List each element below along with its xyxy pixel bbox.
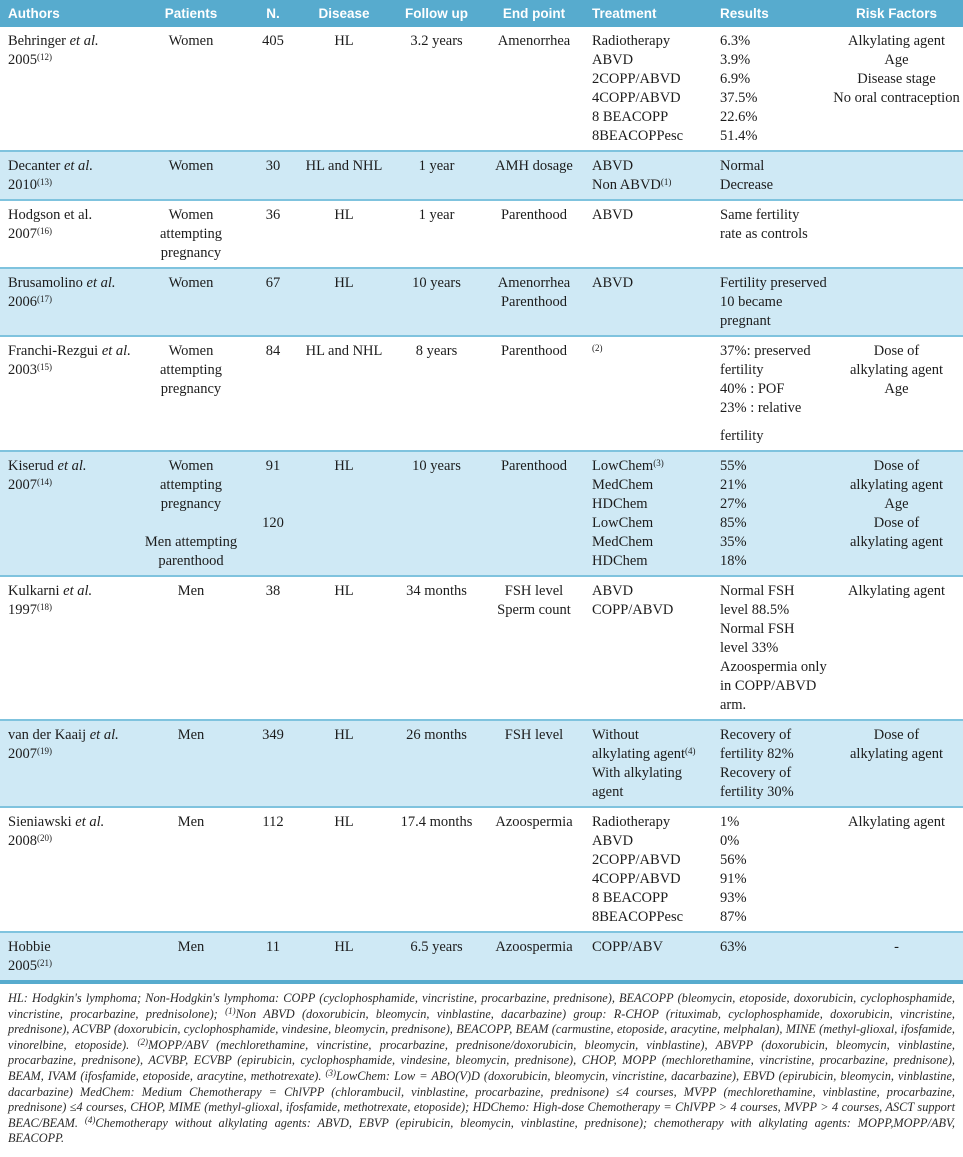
text-line: (2)	[592, 343, 603, 353]
text-line: ABVD	[592, 158, 634, 174]
cell-n	[247, 337, 299, 450]
cell-risk	[830, 577, 963, 719]
text-line: alkylating agent	[849, 362, 943, 378]
text-line: rate as controls	[720, 226, 808, 242]
text-line: 21%	[720, 477, 747, 493]
cell-disease	[299, 337, 389, 450]
cell-treatment	[584, 27, 712, 150]
text-line: Alkylating agent	[847, 814, 946, 830]
table-row	[0, 150, 963, 199]
text-line: MedChem	[592, 534, 654, 550]
text-line: 30	[265, 158, 281, 174]
text-line: COPP/ABV	[592, 939, 663, 955]
text-line: FSH level	[504, 727, 564, 743]
text-line: Men	[177, 814, 205, 830]
cell-n	[247, 577, 299, 719]
cell-author	[0, 808, 135, 931]
cell-author	[0, 152, 135, 199]
table-body	[0, 27, 963, 980]
text-line: 1%	[720, 814, 740, 830]
cell-risk	[830, 201, 963, 267]
col-header-risk-factors: Risk Factors	[855, 6, 938, 21]
text-line: pregnancy	[160, 245, 222, 261]
text-line: 56%	[720, 852, 747, 868]
cell-risk	[830, 27, 963, 150]
author-name: Behringer et al.	[8, 33, 99, 49]
text-line: 40% : POF	[720, 381, 785, 397]
text-line: ABVD	[592, 52, 634, 68]
cell-followup	[389, 337, 484, 450]
text-line: Women	[168, 158, 214, 174]
cell-n	[247, 269, 299, 335]
table-row	[0, 450, 963, 575]
table-row	[0, 931, 963, 980]
cell-author	[0, 933, 135, 980]
table-row	[0, 575, 963, 719]
text-line: Fertility preserved	[720, 275, 827, 291]
cell-patients	[135, 269, 247, 335]
text-line: Men	[177, 583, 205, 599]
text-line: 23% : relative	[720, 400, 802, 416]
text-line: Dose of	[873, 727, 920, 743]
text-line: fertility 30%	[720, 784, 794, 800]
author-name: van der Kaaij et al.	[8, 727, 119, 743]
cell-treatment	[584, 337, 712, 450]
text-line: Azoospermia only	[720, 659, 827, 675]
author-name: Brusamolino et al.	[8, 275, 116, 291]
table-row	[0, 199, 963, 267]
cell-patients	[135, 933, 247, 980]
text-line: Normal FSH	[720, 621, 795, 637]
cell-risk	[830, 721, 963, 806]
cell-followup	[389, 577, 484, 719]
author-name: Sieniawski et al.	[8, 814, 105, 830]
text-line: 2COPP/ABVD	[592, 852, 681, 868]
cell-followup	[389, 201, 484, 267]
text-line: Age	[884, 381, 909, 397]
cell-author	[0, 721, 135, 806]
text-line: 405	[262, 33, 284, 49]
text-line: parenthood	[158, 553, 224, 569]
text-line: 112	[262, 814, 284, 830]
cell-disease	[299, 27, 389, 150]
text-line: COPP/ABVD	[592, 602, 674, 618]
text-line: FSH level	[504, 583, 564, 599]
cell-disease	[299, 933, 389, 980]
cell-results	[712, 452, 830, 575]
cell-endpoint	[484, 27, 584, 150]
text-line: 8 BEACOPP	[592, 890, 669, 906]
cell-treatment	[584, 201, 712, 267]
text-line: 120	[262, 515, 284, 531]
table-row	[0, 267, 963, 335]
text-line: 4COPP/ABVD	[592, 871, 681, 887]
text-line: 8BEACOPPesc	[592, 909, 684, 925]
text-line: LowChem$^{(3)}$	[592, 458, 664, 474]
author-year-ref: 2005$^{(21)}$	[8, 958, 52, 974]
text-line: 37%: preserved	[720, 343, 811, 359]
text-line: in COPP/ABVD arm.	[720, 678, 817, 713]
author-year-ref: 2008$^{(20)}$	[8, 833, 52, 849]
text-line: 6.9%	[720, 71, 751, 87]
text-line: fertility 82%	[720, 746, 794, 762]
text-line: With alkylating	[592, 765, 683, 781]
text-line: Parenthood	[500, 343, 568, 359]
cell-treatment	[584, 152, 712, 199]
text-line: fertility	[720, 428, 764, 444]
cell-endpoint	[484, 337, 584, 450]
cell-followup	[389, 933, 484, 980]
text-line: -	[894, 939, 899, 955]
cell-endpoint	[484, 808, 584, 931]
text-line: 17.4 months	[400, 814, 473, 830]
author-name: Decanter et al.	[8, 158, 93, 174]
cell-endpoint	[484, 577, 584, 719]
col-header-n: N.	[266, 6, 280, 21]
text-line	[250, 495, 296, 514]
text-line: 1 year	[418, 158, 455, 174]
cell-risk	[830, 452, 963, 575]
cell-author	[0, 577, 135, 719]
cell-n	[247, 27, 299, 150]
cell-results	[712, 721, 830, 806]
author-year-ref: 1997$^{(18)}$	[8, 602, 52, 618]
author-name: Kulkarni et al.	[8, 583, 93, 599]
text-line: 10 years	[412, 275, 461, 291]
text-line: alkylating agent	[849, 534, 943, 550]
text-line: Men attempting	[144, 534, 238, 550]
text-line: HL	[334, 33, 354, 49]
text-line: Decrease	[720, 177, 774, 193]
cell-endpoint	[484, 152, 584, 199]
text-line: Without	[592, 727, 639, 743]
text-line: Recovery of	[720, 765, 792, 781]
cell-followup	[389, 808, 484, 931]
text-line: 27%	[720, 496, 747, 512]
text-line: 1 year	[418, 207, 455, 223]
text-line: Parenthood	[500, 294, 568, 310]
text-line: HDChem	[592, 496, 648, 512]
text-line: HL	[334, 583, 354, 599]
text-line: 91%	[720, 871, 747, 887]
text-line: MedChem	[592, 477, 654, 493]
text-line: Women attempting	[159, 458, 222, 493]
text-line: 10 became pregnant	[720, 294, 783, 329]
text-line: 8 years	[415, 343, 458, 359]
text-line	[720, 418, 827, 427]
cell-patients	[135, 152, 247, 199]
text-line: Age	[884, 52, 909, 68]
cell-n	[247, 201, 299, 267]
text-line: Alkylating agent	[847, 583, 946, 599]
text-line: HL	[334, 939, 354, 955]
text-line: Amenorrhea	[497, 33, 571, 49]
cell-endpoint	[484, 269, 584, 335]
text-line: 6.5 years	[410, 939, 463, 955]
cell-followup	[389, 27, 484, 150]
text-line: Women	[168, 275, 214, 291]
cell-patients	[135, 577, 247, 719]
text-line: level 88.5%	[720, 602, 790, 618]
col-header-patients: Patients	[164, 6, 218, 21]
text-line: 51.4%	[720, 128, 758, 144]
cell-disease	[299, 452, 389, 575]
text-line: agent	[592, 784, 624, 800]
col-header-followup: Follow up	[405, 6, 468, 21]
cell-disease	[299, 721, 389, 806]
cell-results	[712, 933, 830, 980]
author-name: Franchi-Rezgui et al.	[8, 343, 131, 359]
text-line: ABVD	[592, 833, 634, 849]
cell-n	[247, 933, 299, 980]
text-line: ABVD	[592, 275, 634, 291]
text-line: Women	[168, 33, 214, 49]
author-year-ref: 2007$^{(16)}$	[8, 226, 52, 242]
text-line: Non ABVD$^{(1)}$	[592, 177, 672, 193]
text-line: Alkylating agent	[847, 33, 946, 49]
text-line: HL	[334, 727, 354, 743]
cell-risk	[830, 933, 963, 980]
author-year-ref: 2005$^{(12)}$	[8, 52, 52, 68]
text-line: Recovery of	[720, 727, 792, 743]
col-header-endpoint: End point	[502, 6, 566, 21]
text-line: Women	[168, 207, 214, 223]
table-row	[0, 806, 963, 931]
cell-author	[0, 337, 135, 450]
cell-results	[712, 577, 830, 719]
text-line: 38	[265, 583, 281, 599]
cell-treatment	[584, 452, 712, 575]
text-line: 8BEACOPPesc	[592, 128, 684, 144]
cell-author	[0, 269, 135, 335]
text-line: ABVD	[592, 207, 634, 223]
cell-endpoint	[484, 933, 584, 980]
text-line: Men	[177, 727, 205, 743]
text-line: 84	[265, 343, 281, 359]
cell-results	[712, 201, 830, 267]
cell-results	[712, 337, 830, 450]
text-line: 67	[265, 275, 281, 291]
text-line: 85%	[720, 515, 747, 531]
author-year-ref: 2007$^{(14)}$	[8, 477, 52, 493]
text-line: 55%	[720, 458, 747, 474]
text-line: 10 years	[412, 458, 461, 474]
text-line	[138, 514, 244, 533]
cell-endpoint	[484, 721, 584, 806]
footnotes	[0, 984, 963, 1157]
text-line: Dose of	[873, 515, 920, 531]
text-line: 91	[265, 458, 281, 474]
text-line: 36	[265, 207, 281, 223]
text-line: 4COPP/ABVD	[592, 90, 681, 106]
text-line: alkylating agent$^{(4)}$	[592, 746, 696, 762]
col-header-authors: Authors	[8, 6, 60, 21]
cell-author	[0, 201, 135, 267]
col-header-treatment: Treatment	[592, 6, 657, 21]
text-line: Disease stage	[857, 71, 936, 87]
cell-risk	[830, 152, 963, 199]
text-line: No oral contraception	[833, 90, 960, 106]
cell-treatment	[584, 577, 712, 719]
text-line: Age	[884, 496, 909, 512]
cell-treatment	[584, 808, 712, 931]
text-line: AMH dosage	[495, 158, 573, 174]
text-line: 35%	[720, 534, 747, 550]
text-line: 2COPP/ABVD	[592, 71, 681, 87]
text-line: Dose of	[873, 343, 920, 359]
text-line: 26 months	[406, 727, 467, 743]
cell-patients	[135, 452, 247, 575]
text-line: HL and NHL	[305, 343, 383, 359]
text-line: Men	[177, 939, 205, 955]
cell-patients	[135, 337, 247, 450]
cell-patients	[135, 808, 247, 931]
cell-disease	[299, 808, 389, 931]
cell-results	[712, 808, 830, 931]
cell-disease	[299, 577, 389, 719]
cell-patients	[135, 201, 247, 267]
text-line: 3.2 years	[410, 33, 463, 49]
author-year-ref: 2007$^{(19)}$	[8, 746, 52, 762]
text-line: Amenorrhea	[497, 275, 571, 291]
text-line: 349	[262, 727, 284, 743]
cell-n	[247, 808, 299, 931]
text-line: 0%	[720, 833, 740, 849]
table-header	[0, 0, 963, 27]
cell-n	[247, 452, 299, 575]
cell-results	[712, 27, 830, 150]
text-line: Parenthood	[500, 458, 568, 474]
text-line: pregnancy	[160, 381, 222, 397]
text-line: Radiotherapy	[592, 33, 671, 49]
text-line: 93%	[720, 890, 747, 906]
text-line: Radiotherapy	[592, 814, 671, 830]
cell-risk	[830, 337, 963, 450]
text-line: pregnancy	[160, 496, 222, 512]
author-name: Hodgson et al.	[8, 207, 93, 223]
text-line: HL	[334, 207, 354, 223]
cell-followup	[389, 721, 484, 806]
text-line	[250, 476, 296, 495]
text-line: alkylating agent	[849, 477, 943, 493]
text-line: Women	[168, 343, 214, 359]
text-line: 37.5%	[720, 90, 758, 106]
cell-treatment	[584, 933, 712, 980]
text-line: Normal FSH	[720, 583, 795, 599]
text-line: 22.6%	[720, 109, 758, 125]
cell-treatment	[584, 721, 712, 806]
text-line: HL and NHL	[305, 158, 383, 174]
text-line: attempting	[159, 362, 222, 378]
text-line: fertility	[720, 362, 764, 378]
cell-author	[0, 452, 135, 575]
footnotes-text: HL: Hodgkin's lymphoma; Non-Hodgkin's lymphoma: COPP (cyclophosphamide, vincristine, procarbazine, prednisone), BEACOPP (bleomycin, etoposide, doxorubicin, cyclophosphamide, vincristine, procarbazine, prednisolone); $^{(1)}$Non ABVD (doxorubicin, bleomycin, vinblastine, dacarbazine) group: R-CHOP (rituximab, cyclophosphamide, doxorubicin, vincristine, prednisone), ACVBP (doxorubicin, cyclophosphamide, vindesine, bleomycin, prednisone), BEACOPP, BEAM (carmustine, etoposide, aracytine, melphalan), MINE (methyl-glioxal, ifosfamide, vinorelbine, etoposide). $^{(2)}$MOPP/ABV (mechlorethamine, vincristine, procarbazine, prednisone/doxorubicin, bleomycin, vinblastine), ABVPP (doxorubicin, bleomycin, vinblastine, procarbazine, prednisone), ACVBP, ECVBP (epirubicin, cyclophosphamide, vindesine, bleomycin, prednisone), CHOP, MOPP (mechlorethamine, vincristine, procarbazine, prednisone), BEAM, IVAM (ifosfamide, etoposide, aracytine, methotrexate). $^{(3)}$LowChem: Low = ABO(V)D (doxorubicin, bleomycin, vincristine, dacarbazine), EBVD (epirubicin, bleomycin, vinblastine, dacarbazine) MedChem: Medium Chemotherapy = ChlVPP (chlorambucil, vinblastine, procarbazine, prednisone) ≤4 courses, MVPP (mechlorethamine, vinblastine, procarbazine, prednisone) ≤4 courses, CHOP, MIME (methyl-glioxal, ifosfamide, methotrexate, etoposide); HDChemo: High-dose Chemotherapy = ChlVPP > 4 courses, MVPP > 4 courses, ASCT support BEAC/BEAM. $^{(4)}$Chemotherapy without alkylating agents: ABVD, EBVP (epirubicin, bleomycin, vinblastine, prednisone); chemotherapy with alkylating agents: MOPP,MOPP/ABV, BEACOPP.	[8, 991, 955, 1146]
author-name: Kiserud et al.	[8, 458, 87, 474]
text-line: Azoospermia	[495, 939, 573, 955]
text-line: LowChem	[592, 515, 654, 531]
cell-disease	[299, 201, 389, 267]
author-year-ref: 2010$^{(13)}$	[8, 177, 52, 193]
table-row	[0, 719, 963, 806]
cell-endpoint	[484, 452, 584, 575]
cell-endpoint	[484, 201, 584, 267]
author-year-ref: 2006$^{(17)}$	[8, 294, 52, 310]
cell-followup	[389, 452, 484, 575]
text-line: Normal	[720, 158, 765, 174]
text-line: Sperm count	[497, 602, 571, 618]
cell-n	[247, 152, 299, 199]
text-line: HL	[334, 814, 354, 830]
col-header-results: Results	[720, 6, 769, 21]
table-row	[0, 27, 963, 150]
cell-results	[712, 269, 830, 335]
cell-patients	[135, 27, 247, 150]
cell-risk	[830, 269, 963, 335]
text-line: Same fertility	[720, 207, 800, 223]
cell-disease	[299, 152, 389, 199]
text-line: Azoospermia	[495, 814, 573, 830]
text-line: 18%	[720, 553, 747, 569]
cell-n	[247, 721, 299, 806]
cell-disease	[299, 269, 389, 335]
text-line: 11	[266, 939, 280, 955]
author-name: Hobbie	[8, 939, 51, 955]
text-line: 8 BEACOPP	[592, 109, 669, 125]
text-line: 63%	[720, 939, 747, 955]
text-line: 87%	[720, 909, 747, 925]
cell-followup	[389, 152, 484, 199]
text-line: 6.3%	[720, 33, 751, 49]
text-line: HDChem	[592, 553, 648, 569]
text-line: ABVD	[592, 583, 634, 599]
author-year-ref: 2003$^{(15)}$	[8, 362, 52, 378]
cell-results	[712, 152, 830, 199]
text-line: 34 months	[406, 583, 467, 599]
col-header-disease: Disease	[318, 6, 370, 21]
cell-patients	[135, 721, 247, 806]
text-line: level 33%	[720, 640, 779, 656]
cell-risk	[830, 808, 963, 931]
text-line: attempting	[159, 226, 222, 242]
text-line: alkylating agent	[849, 746, 943, 762]
text-line: 3.9%	[720, 52, 751, 68]
text-line: HL	[334, 458, 354, 474]
cell-author	[0, 27, 135, 150]
text-line: Parenthood	[500, 207, 568, 223]
cell-treatment	[584, 269, 712, 335]
table-row	[0, 335, 963, 450]
cell-followup	[389, 269, 484, 335]
text-line: Dose of	[873, 458, 920, 474]
text-line: HL	[334, 275, 354, 291]
